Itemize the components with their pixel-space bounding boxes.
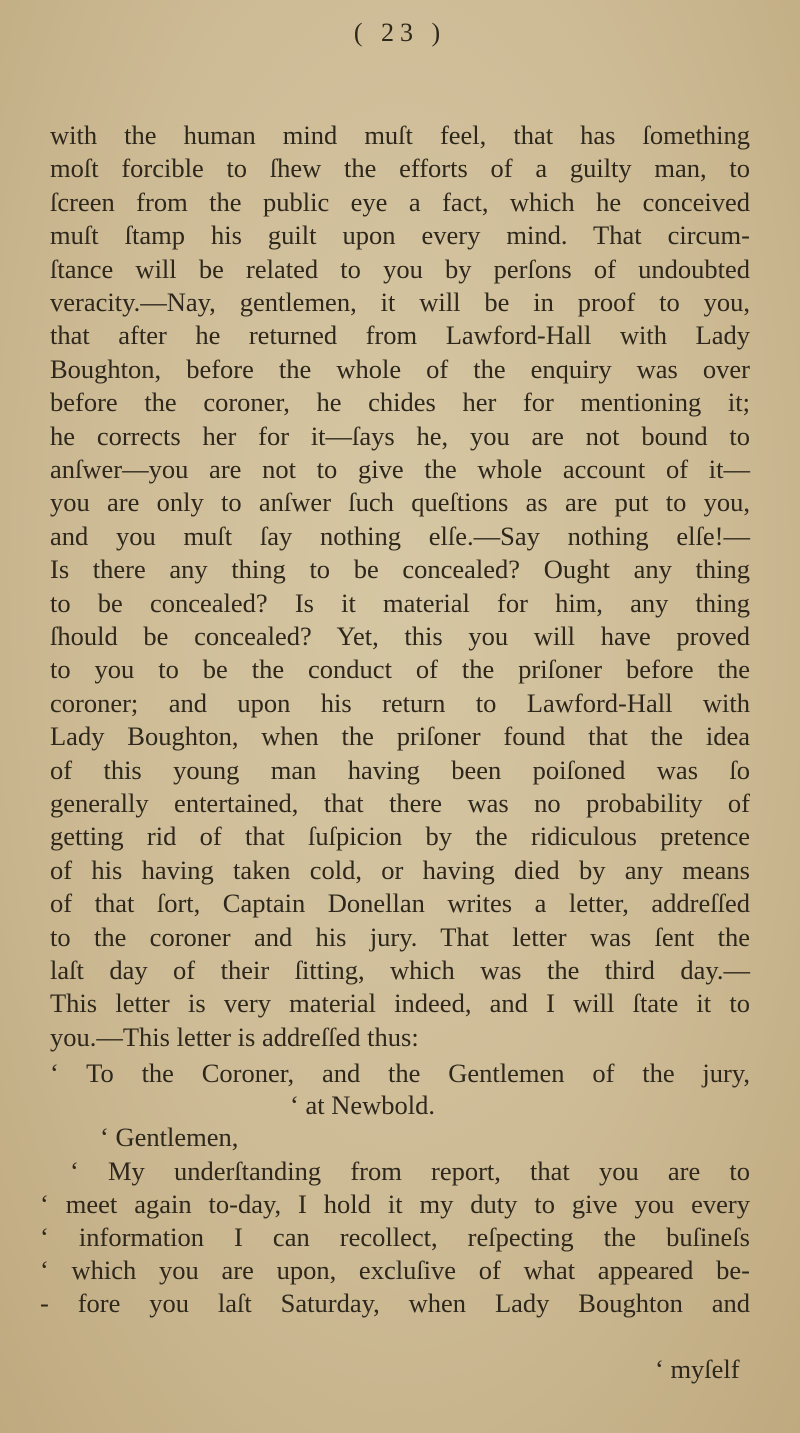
text-line: you.—This letter is addreſſed thus: [50, 1021, 419, 1052]
text-line: This letter is very material indeed, and I will ſtate it to [50, 988, 750, 1019]
text-line: laſt day of their ſitting, which was the third day.— [50, 955, 750, 985]
text-line: to the coroner and his jury. That letter was ſent the [50, 921, 750, 952]
letter-line: ‘ information I can recollect, reſpecting the buſineſs [40, 1222, 750, 1252]
letter-line: ‘ meet again to-day, I hold it my duty to give you every [40, 1189, 750, 1219]
text-line: veracity.—Nay, gentlemen, it will be in proof to you, [50, 287, 750, 317]
letter-line: ‘ which you are upon, excluſive of what appeared be- [40, 1255, 750, 1285]
text-line: of this young man having been poiſoned was ſo [50, 754, 750, 785]
text-line: that after he returned from Lawford-Hall with Lady [50, 320, 750, 351]
text-line: to be concealed? Is it material for him, any thing [50, 587, 750, 618]
text-line: Lady Boughton, when the priſoner found that the idea [50, 721, 750, 752]
catchword: ‘ myſelf [655, 1354, 740, 1384]
text-line: of that ſort, Captain Donellan writes a letter, addreſſed [50, 888, 750, 919]
text-line: anſwer—you are not to give the whole account of it— [50, 454, 750, 484]
text-line: Is there any thing to be concealed? Ought any thing [50, 554, 750, 585]
text-line: ſtance will be related to you by perſons of undoubted [50, 253, 750, 284]
text-line: ſcreen from the public eye a fact, which he conceived [50, 186, 750, 217]
text-line: moſt forcible to ſhew the efforts of a guilty man, to [50, 153, 750, 184]
text-line: Boughton, before the whole of the enquiry was over [50, 353, 750, 384]
text-line: he corrects her for it—ſays he, you are not bound to [50, 420, 750, 451]
text-line: coroner; and upon his return to Lawford-Hall with [50, 687, 750, 718]
text-line: ſhould be concealed? Yet, this you will have proved [50, 621, 750, 651]
letter-line: - fore you laſt Saturday, when Lady Boughton and [40, 1288, 750, 1318]
text-line: getting rid of that ſuſpicion by the ridiculous pretence [50, 821, 750, 852]
text-line: of his having taken cold, or having died by any means [50, 854, 750, 885]
letter-line: ‘ My underſtanding from report, that you are to [70, 1156, 750, 1186]
text-line: muſt ſtamp his guilt upon every mind. That circum- [50, 220, 750, 251]
text-line: with the human mind muſt feel, that has ſomething [50, 120, 750, 150]
letter-salutation: ‘ Gentlemen, [100, 1122, 239, 1152]
text-line: you are only to anſwer ſuch queſtions as are put to you, [50, 487, 750, 518]
page-number: ( 23 ) [353, 18, 447, 47]
text-line: and you muſt ſay nothing elſe.—Say nothing elſe!— [50, 520, 750, 551]
text-line: generally entertained, that there was no probability of [50, 788, 750, 818]
letter-address: ‘ To the Coroner, and the Gentlemen of the jury, [50, 1058, 750, 1088]
text-line: to you to be the conduct of the priſoner before the [50, 654, 750, 685]
letter-place: ‘ at Newbold. [290, 1090, 435, 1120]
text-line: before the coroner, he chides her for mentioning it; [50, 387, 750, 418]
